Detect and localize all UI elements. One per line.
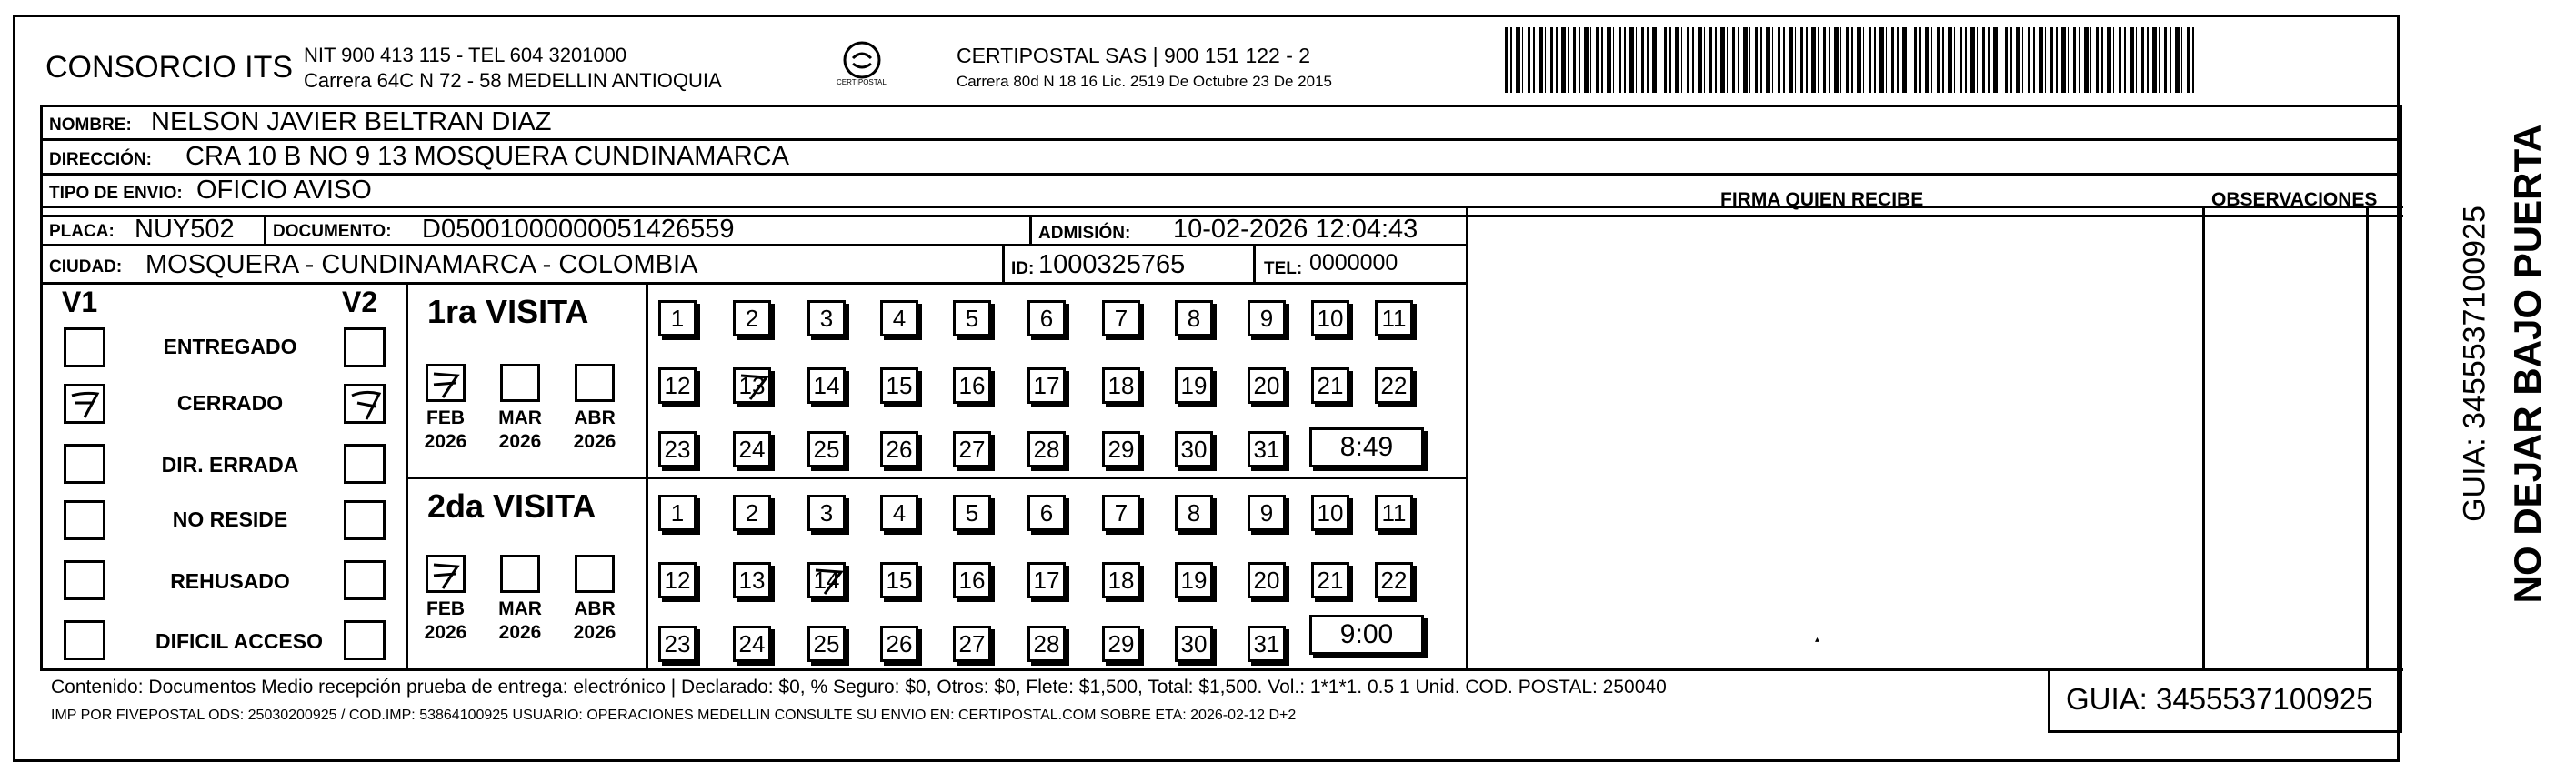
- second-day-26[interactable]: 26: [880, 626, 918, 662]
- v1-dir-errada-checkbox[interactable]: [64, 444, 105, 484]
- second-day-23[interactable]: 23: [658, 626, 697, 662]
- second-day-1[interactable]: 1: [658, 495, 697, 531]
- first-day-20[interactable]: 20: [1248, 367, 1286, 404]
- first-day-11[interactable]: 11: [1375, 300, 1413, 336]
- month-mar-second-checkbox[interactable]: [500, 555, 540, 593]
- first-day-10[interactable]: 10: [1311, 300, 1349, 336]
- year-label: 2026: [498, 622, 542, 643]
- direccion-label: DIRECCIÓN:: [49, 150, 152, 169]
- tipo-envio-value: OFICIO AVISO: [196, 176, 372, 205]
- divider: [1002, 246, 1005, 284]
- certipostal-id: CERTIPOSTAL SAS | 900 151 122 - 2: [957, 44, 1311, 67]
- footer-guia: GUIA: 3455537100925: [2066, 682, 2373, 716]
- check-mark-icon: [812, 565, 845, 596]
- divider: [40, 173, 2397, 176]
- first-day-16[interactable]: 16: [953, 367, 991, 404]
- month-feb-label: FEB: [426, 598, 465, 619]
- company-address: Carrera 64C N 72 - 58 MEDELLIN ANTIOQUIA: [304, 69, 722, 92]
- second-day-10[interactable]: 10: [1311, 495, 1349, 531]
- divider: [406, 282, 408, 669]
- second-day-14[interactable]: 14: [807, 562, 846, 598]
- second-day-30[interactable]: 30: [1175, 626, 1213, 662]
- nombre-label: NOMBRE:: [49, 115, 132, 135]
- first-day-9[interactable]: 9: [1248, 300, 1286, 336]
- second-day-29[interactable]: 29: [1102, 626, 1140, 662]
- second-day-13[interactable]: 13: [733, 562, 771, 598]
- second-day-8[interactable]: 8: [1175, 495, 1213, 531]
- first-visit-time: 8:49: [1309, 427, 1424, 467]
- id-label: ID:: [1011, 259, 1035, 278]
- status-no-reside: NO RESIDE: [172, 507, 288, 531]
- documento-value: D05001000000051426559: [422, 215, 735, 244]
- divider: [1466, 206, 1468, 669]
- v2-dificil-acceso-checkbox[interactable]: [344, 620, 386, 660]
- first-day-29[interactable]: 29: [1102, 431, 1140, 467]
- year-label: 2026: [573, 622, 616, 643]
- first-day-4[interactable]: 4: [880, 300, 918, 336]
- signature-mark: ▴: [1815, 635, 1820, 645]
- divider: [40, 206, 2403, 208]
- first-day-31[interactable]: 31: [1248, 431, 1286, 467]
- divider: [40, 105, 43, 670]
- first-day-13[interactable]: 13: [733, 367, 771, 404]
- status-dir-errada: DIR. ERRADA: [161, 453, 299, 477]
- second-day-7[interactable]: 7: [1102, 495, 1140, 531]
- second-day-2[interactable]: 2: [733, 495, 771, 531]
- logo-text: CERTIPOSTAL: [837, 78, 887, 86]
- direccion-value: CRA 10 B NO 9 13 MOSQUERA CUNDINAMARCA: [185, 142, 789, 171]
- divider: [40, 138, 2397, 141]
- placa-label: PLACA:: [49, 222, 115, 241]
- observaciones-header: OBSERVACIONES: [2211, 189, 2378, 210]
- placa-value: NUY502: [135, 215, 235, 244]
- first-day-27[interactable]: 27: [953, 431, 991, 467]
- v1-label: V1: [62, 286, 98, 318]
- first-day-6[interactable]: 6: [1027, 300, 1066, 336]
- admision-label: ADMISIÓN:: [1038, 224, 1131, 243]
- v1-no-reside-checkbox[interactable]: [64, 500, 105, 540]
- tipo-envio-label: TIPO DE ENVIO:: [49, 184, 183, 203]
- second-day-25[interactable]: 25: [807, 626, 846, 662]
- tel-label: TEL:: [1264, 259, 1303, 278]
- status-cerrado: CERRADO: [176, 391, 284, 415]
- second-day-20[interactable]: 20: [1248, 562, 1286, 598]
- first-day-12[interactable]: 12: [658, 367, 697, 404]
- certipostal-logo-icon: [842, 40, 882, 80]
- v2-no-reside-checkbox[interactable]: [344, 500, 386, 540]
- divider: [406, 477, 1466, 479]
- first-day-3[interactable]: 3: [807, 300, 846, 336]
- second-visit-time: 9:00: [1309, 615, 1424, 655]
- second-day-12[interactable]: 12: [658, 562, 697, 598]
- v2-rehusado-checkbox[interactable]: [344, 560, 386, 600]
- month-abr-second-checkbox[interactable]: [575, 555, 615, 593]
- first-day-2[interactable]: 2: [733, 300, 771, 336]
- v1-cerrado-checkbox[interactable]: [64, 384, 105, 424]
- second-day-31[interactable]: 31: [1248, 626, 1286, 662]
- divider: [2048, 669, 2050, 733]
- second-day-4[interactable]: 4: [880, 495, 918, 531]
- tel-value: 0000000: [1309, 250, 1398, 276]
- firma-header: FIRMA QUIEN RECIBE: [1720, 189, 1924, 210]
- first-day-25[interactable]: 25: [807, 431, 846, 467]
- id-value: 1000325765: [1038, 250, 1186, 279]
- first-day-22[interactable]: 22: [1375, 367, 1413, 404]
- check-mark-icon: [428, 366, 463, 399]
- year-label: 2026: [573, 431, 616, 452]
- second-day-3[interactable]: 3: [807, 495, 846, 531]
- v1-rehusado-checkbox[interactable]: [64, 560, 105, 600]
- second-day-6[interactable]: 6: [1027, 495, 1066, 531]
- second-day-19[interactable]: 19: [1175, 562, 1213, 598]
- documento-label: DOCUMENTO:: [273, 222, 392, 241]
- v2-label: V2: [342, 286, 378, 318]
- divider: [646, 282, 648, 669]
- divider: [1029, 215, 1032, 246]
- admision-value: 10-02-2026 12:04:43: [1173, 215, 1418, 244]
- month-feb-first-checkbox[interactable]: [426, 364, 466, 402]
- check-mark-icon: [428, 557, 463, 590]
- status-dificil-acceso: DIFICIL ACCESO: [155, 629, 323, 653]
- divider: [264, 215, 266, 246]
- month-mar-label: MAR: [498, 598, 542, 619]
- month-feb-second-checkbox[interactable]: [426, 555, 466, 593]
- year-label: 2026: [498, 431, 542, 452]
- first-day-19[interactable]: 19: [1175, 367, 1213, 404]
- second-day-21[interactable]: 21: [1311, 562, 1349, 598]
- second-day-17[interactable]: 17: [1027, 562, 1066, 598]
- divider: [1466, 215, 2402, 217]
- second-day-28[interactable]: 28: [1027, 626, 1066, 662]
- first-day-17[interactable]: 17: [1027, 367, 1066, 404]
- second-day-24[interactable]: 24: [733, 626, 771, 662]
- year-label: 2026: [424, 431, 467, 452]
- side-guia: GUIA: 3455537100925: [2457, 206, 2492, 522]
- second-day-15[interactable]: 15: [880, 562, 918, 598]
- month-abr-label: ABR: [574, 407, 616, 428]
- v2-dir-errada-checkbox[interactable]: [344, 444, 386, 484]
- month-feb-label: FEB: [426, 407, 465, 428]
- first-day-8[interactable]: 8: [1175, 300, 1213, 336]
- first-day-21[interactable]: 21: [1311, 367, 1349, 404]
- second-day-18[interactable]: 18: [1102, 562, 1140, 598]
- second-day-5[interactable]: 5: [953, 495, 991, 531]
- company-nit: NIT 900 413 115 - TEL 604 3201000: [304, 44, 627, 66]
- second-day-22[interactable]: 22: [1375, 562, 1413, 598]
- month-mar-label: MAR: [498, 407, 542, 428]
- check-mark-icon: [346, 386, 383, 421]
- second-day-9[interactable]: 9: [1248, 495, 1286, 531]
- ciudad-label: CIUDAD:: [49, 257, 123, 276]
- first-day-23[interactable]: 23: [658, 431, 697, 467]
- check-mark-icon: [66, 386, 103, 421]
- v1-entregado-checkbox[interactable]: [64, 327, 105, 367]
- divider: [2048, 730, 2402, 733]
- v2-cerrado-checkbox[interactable]: [344, 384, 386, 424]
- certipostal-address: Carrera 80d N 18 16 Lic. 2519 De Octubre 23 De 2015: [957, 73, 1332, 90]
- divider: [2400, 105, 2402, 732]
- first-day-5[interactable]: 5: [953, 300, 991, 336]
- footer-imp: IMP POR FIVEPOSTAL ODS: 25030200925 / COD.IMP: 53864100925 USUARIO: OPERACIONES MEDELLIN CONSULTE SU ENVIO EN: CERTIPOSTAL.COM SOBRE ETA: 2026-02-12 D+2: [51, 708, 1297, 723]
- first-day-24[interactable]: 24: [733, 431, 771, 467]
- month-mar-first-checkbox[interactable]: [500, 364, 540, 402]
- first-visit-title: 1ra VISITA: [427, 293, 589, 330]
- check-mark-icon: [737, 370, 770, 401]
- first-day-28[interactable]: 28: [1027, 431, 1066, 467]
- second-day-27[interactable]: 27: [953, 626, 991, 662]
- divider: [2202, 206, 2205, 669]
- first-day-26[interactable]: 26: [880, 431, 918, 467]
- nombre-value: NELSON JAVIER BELTRAN DIAZ: [151, 107, 552, 136]
- first-day-14[interactable]: 14: [807, 367, 846, 404]
- second-visit-title: 2da VISITA: [427, 487, 596, 525]
- second-day-16[interactable]: 16: [953, 562, 991, 598]
- divider: [1253, 246, 1256, 284]
- divider: [2366, 206, 2369, 669]
- first-day-30[interactable]: 30: [1175, 431, 1213, 467]
- year-label: 2026: [424, 622, 467, 643]
- status-rehusado: REHUSADO: [170, 569, 290, 593]
- barcode: [1505, 27, 2196, 93]
- month-abr-first-checkbox[interactable]: [575, 364, 615, 402]
- side-warning: NO DEJAR BAJO PUERTA: [2506, 124, 2549, 604]
- second-day-11[interactable]: 11: [1375, 495, 1413, 531]
- first-day-1[interactable]: 1: [658, 300, 697, 336]
- ciudad-value: MOSQUERA - CUNDINAMARCA - COLOMBIA: [145, 250, 698, 279]
- status-entregado: ENTREGADO: [163, 335, 297, 358]
- first-day-7[interactable]: 7: [1102, 300, 1140, 336]
- company-name: CONSORCIO ITS: [45, 50, 294, 85]
- month-abr-label: ABR: [574, 598, 616, 619]
- first-day-18[interactable]: 18: [1102, 367, 1140, 404]
- v2-entregado-checkbox[interactable]: [344, 327, 386, 367]
- first-day-15[interactable]: 15: [880, 367, 918, 404]
- footer-contents: Contenido: Documentos Medio recepción prueba de entrega: electrónico | Declarado: $0, % Seguro: $0, Otros: $0, Flete: $1,500, Total: $1,500. Vol.: 1*1*1. 0.5 1 Unid. COD. POSTAL: 250040: [51, 677, 1667, 698]
- v1-dificil-acceso-checkbox[interactable]: [64, 620, 105, 660]
